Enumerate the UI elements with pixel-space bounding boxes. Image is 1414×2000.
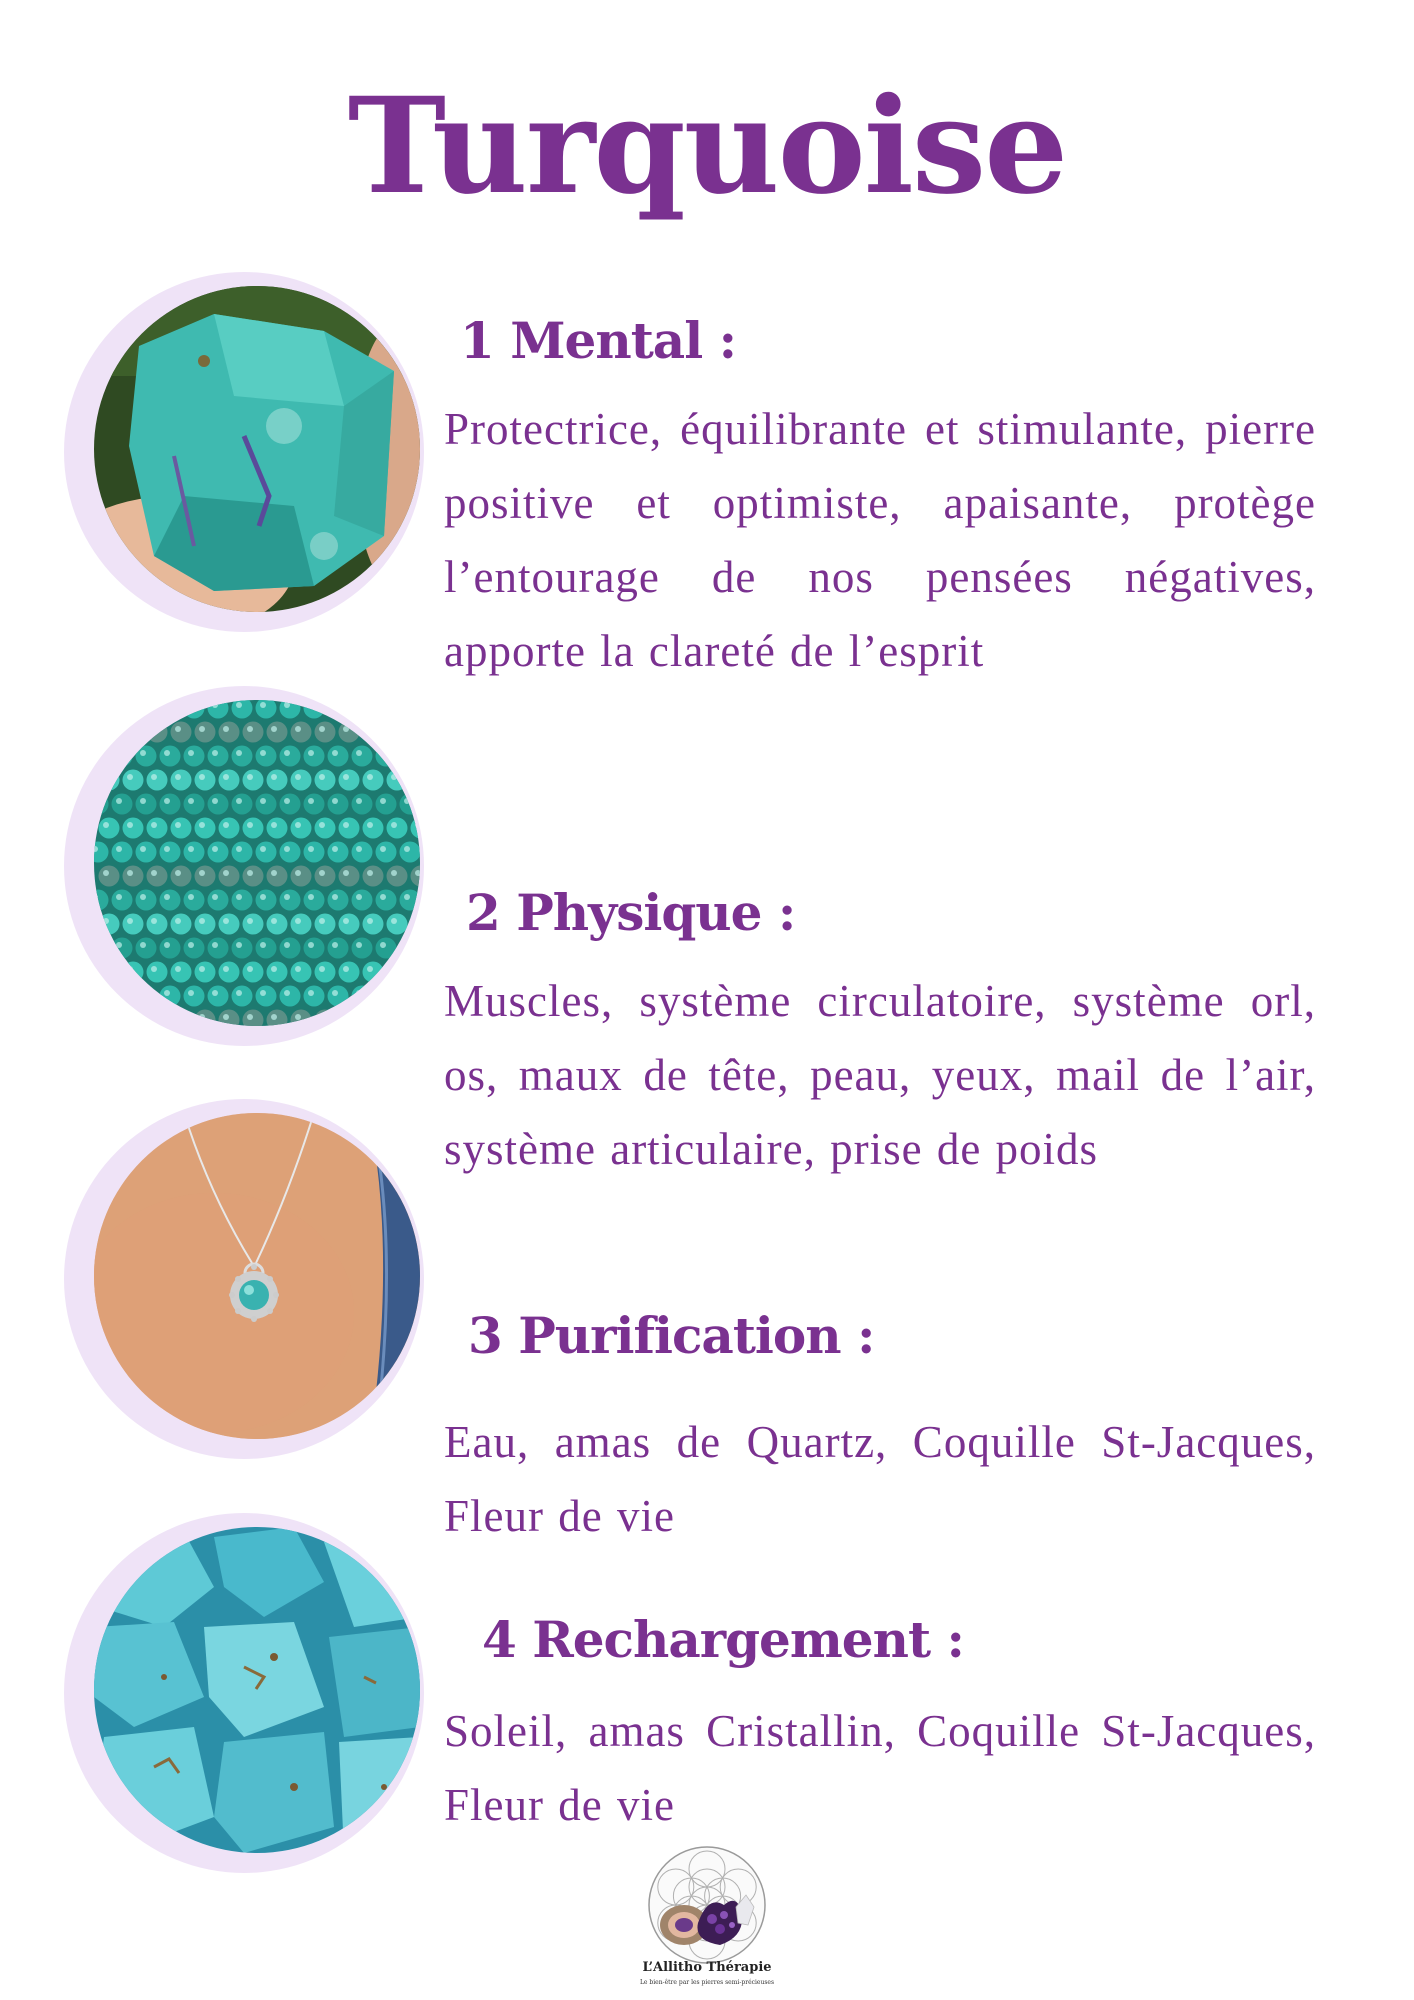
logo-tagline: Le bien-être par les pierres semi-précieuses [639,1979,775,1986]
raw-stone-photo-circle [64,272,424,632]
section-text-mental: Protectrice, équilibrante et stimulante, pierre positive et optimiste, apaisante, protège l’entourage de nos pensées négatives, apporte la clareté de l’esprit [444,404,1316,676]
turquoise-pendant-necklace-icon [94,1113,420,1439]
raw-turquoise-stone-icon [94,286,420,612]
beads-photo-circle [64,686,424,1046]
turquoise-beads-icon [94,700,420,1026]
pendant-photo-circle [64,1099,424,1459]
section-heading-purification: 3 Purification : [468,1306,875,1365]
section-heading-physique: 2 Physique : [466,883,796,942]
page-title: Turquoise [347,69,1067,224]
tumbled-stones-photo-circle [64,1513,424,1873]
section-text-rechargement: Soleil, amas Cristallin, Coquille St-Jacques, Fleur de vie [444,1706,1316,1830]
tumbled-turquoise-stones-icon [94,1527,420,1853]
section-text-purification: Eau, amas de Quartz, Coquille St-Jacques, Fleur de vie [444,1417,1316,1541]
logo-name: L’Allitho Thérapie [642,1960,772,1975]
section-text-physique: Muscles, système circulatoire, système orl, os, maux de tête, peau, yeux, mail de l’air, système articulaire, prise de poids [444,976,1316,1174]
section-heading-rechargement: 4 Rechargement : [482,1610,964,1669]
section-heading-mental: 1 Mental : [460,311,737,370]
